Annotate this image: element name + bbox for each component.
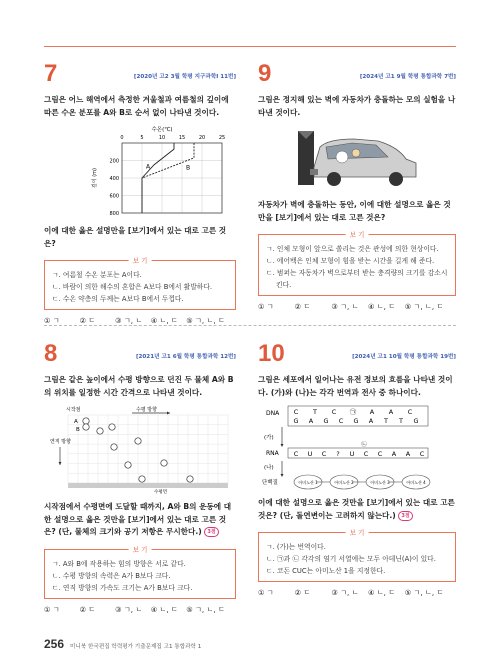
bogi-item: ㄴ. ㉠과 ㉡ 각각의 염기 서열에는 모두 아데닌(A)이 있다.	[266, 555, 436, 563]
ball-b	[97, 428, 103, 434]
series-label-a: A	[146, 163, 151, 171]
choice-4[interactable]: ④ ㄴ, ㄷ	[150, 316, 178, 325]
vertical-arrowhead	[59, 462, 62, 465]
choice-5[interactable]: ⑤ ㄱ, ㄴ, ㄷ	[404, 302, 444, 311]
crash-test-image	[258, 125, 456, 189]
label-rna: RNA	[266, 450, 279, 457]
x-tick-label: 15	[178, 135, 186, 141]
dna-bottom-base: C	[338, 417, 344, 425]
ball-a	[161, 460, 167, 466]
question-number: 7	[44, 60, 58, 87]
dna-top-base: C	[293, 408, 299, 416]
x-tick-label: 5	[140, 135, 144, 141]
rna-base: C	[321, 450, 327, 458]
bogi-box	[44, 257, 236, 310]
label-vertical: 연직 방향	[50, 439, 71, 445]
choice-5[interactable]: ⑤ ㄱ, ㄴ, ㄷ	[186, 316, 225, 325]
page-number: 256	[44, 637, 65, 651]
dna-top-base: C	[407, 408, 413, 416]
answer-choices	[258, 302, 456, 312]
question-10	[258, 342, 456, 598]
x-tick-label: 0	[120, 135, 124, 141]
y-tick-label: 400	[109, 176, 119, 182]
amino-acid-chain	[294, 475, 430, 489]
series-label-b: B	[186, 164, 191, 172]
rna-base: C	[363, 450, 369, 458]
question-9	[258, 62, 456, 312]
choice-1[interactable]: ① ㄱ	[44, 604, 60, 614]
label-horizontal: 수평 방향	[136, 407, 157, 413]
question-8	[44, 342, 236, 615]
choice-1[interactable]: ① ㄱ	[44, 316, 60, 325]
ball-a	[187, 476, 193, 482]
amino-acid-label: 아미노산 3	[370, 480, 390, 485]
dna-bottom-base: G	[293, 417, 299, 425]
dna-bottom-base: G	[323, 417, 329, 425]
rna-strand	[288, 440, 428, 458]
graph-grid	[122, 143, 222, 213]
choice-5[interactable]: ⑤ ㄱ, ㄴ, ㄷ	[404, 588, 444, 597]
bogi-item: ㄷ. 코돈 CUC는 아미노산 1을 지정한다.	[266, 567, 386, 575]
temperature-depth-chart	[44, 123, 236, 219]
bogi-title: 보 기	[129, 255, 152, 267]
bogi-title: 보 기	[346, 229, 369, 241]
question-prompt: 자동차가 벽에 충돌하는 동안, 이에 대한 설명으로 옳은 것만을 [보기]에서 있는 대로 고른 것은?	[258, 200, 451, 222]
label-b: B	[76, 427, 80, 433]
label-na: (나)	[264, 465, 274, 471]
question-prompt: 이에 대한 옳은 설명만을 [보기]에서 있는 대로 고른 것은?	[44, 226, 227, 248]
bogi-item: ㄴ. 수평 방향의 속력은 A가 B보다 크다.	[52, 571, 171, 580]
ball-a	[109, 424, 115, 430]
ground	[68, 483, 228, 488]
footer-text: 미니북 한국편집 학력평가 기출문제집 고1 통합과학 1	[70, 644, 202, 650]
gene-expression-figure	[258, 403, 456, 491]
score-badge: 3점	[398, 511, 412, 521]
rna-base: ?	[336, 450, 340, 458]
rna-base: A	[405, 450, 411, 458]
y-tick-label: 800	[109, 211, 119, 217]
amino-acid-label: 아미노산 4	[406, 480, 426, 485]
choice-4[interactable]: ④ ㄴ, ㄷ	[150, 604, 178, 614]
graph-x-ticks	[120, 135, 225, 141]
answer-choices	[44, 605, 236, 615]
dna-bottom-base: G	[353, 417, 359, 425]
amino-acid-label: 아미노산 1	[298, 480, 318, 485]
choice-1[interactable]: ① ㄱ	[258, 302, 274, 311]
dna-top-base: T	[313, 408, 317, 416]
rna-base: U	[307, 450, 313, 458]
choice-3[interactable]: ③ ㄱ, ㄴ	[331, 302, 359, 311]
choice-5[interactable]: ⑤ ㄱ, ㄴ, ㄷ	[186, 604, 225, 614]
choice-2[interactable]: ② ㄷ	[79, 604, 96, 614]
question-prompt	[258, 497, 456, 522]
dna-bottom-base: T	[384, 417, 388, 425]
question-text: 그림은 어느 해역에서 측정한 겨울철과 여름철의 깊이에 따른 수온 분포를 A와 B로 순서 없이 나타낸 것이다.	[44, 95, 229, 117]
choice-2[interactable]: ② ㄷ	[79, 316, 96, 325]
y-tick-label: 600	[109, 193, 119, 200]
question-prompt-text: 시작점에서 수평면에 도달할 때까지, A와 B의 운동에 대한 설명으로 옳은 것만을 [보기]에서 있는 대로 고른 것은? (단, 물체의 크기와 공기 저항은 무시한다.)	[44, 502, 232, 536]
amino-acid-label: 아미노산 2	[334, 480, 354, 485]
page-footer	[44, 637, 201, 651]
choice-3[interactable]: ③ ㄱ, ㄴ	[331, 588, 359, 597]
ball-b	[125, 462, 131, 468]
ball-b	[83, 424, 89, 430]
label-ground: 수평면	[154, 490, 168, 495]
bogi-item: ㄱ. 인체 모형이 앞으로 쏠리는 것은 관성에 의한 현상이다.	[266, 245, 439, 253]
label-start: 시작점	[66, 407, 81, 413]
question-source: [2024년 고1 9월 학평 통합과학 7번]	[359, 74, 456, 80]
ball-b	[139, 476, 145, 482]
answer-choices	[258, 588, 456, 598]
bogi-item: ㄷ. 수온 약층의 두께는 A보다 B에서 두껍다.	[52, 295, 184, 303]
choice-1[interactable]: ① ㄱ	[258, 588, 274, 597]
choice-3[interactable]: ③ ㄱ, ㄴ	[115, 316, 143, 325]
ball-b	[111, 444, 117, 450]
ball-a	[83, 418, 89, 424]
dna-top-base: A	[369, 408, 375, 416]
x-tick-label: 10	[158, 135, 166, 141]
ball-a	[135, 438, 141, 444]
dna-bottom-base: A	[308, 417, 314, 425]
bogi-item: ㄱ. A와 B에 작용하는 힘의 방향은 서로 같다.	[52, 559, 186, 568]
dna-bottom-base: T	[399, 417, 403, 425]
question-7	[44, 62, 236, 326]
label-ga: (가)	[264, 435, 274, 441]
wheel-rear	[389, 172, 403, 186]
wall	[298, 131, 314, 185]
dna-bottom-base: G	[413, 417, 419, 425]
airbag	[336, 151, 348, 163]
bogi-item: ㄱ. 여름철 수온 분포는 A이다.	[52, 271, 142, 279]
graph-ylabel: 깊이 (m)	[92, 167, 98, 189]
question-source: [2024년 고1 10월 학평 통합과학 19번]	[352, 354, 456, 360]
question-text: 그림은 정지해 있는 벽에 자동차가 충돌하는 모의 실험을 나타낸 것이다.	[258, 95, 456, 117]
rna-base: A	[391, 450, 397, 458]
dna-bottom-base: A	[368, 417, 374, 425]
label-a: A	[74, 419, 78, 425]
question-prompt-text: 이에 대한 설명으로 옳은 것만을 [보기]에서 있는 대로 고른 것은? (단, 돌연변이는 고려하지 않는다.)	[258, 498, 455, 520]
question-number: 8	[44, 340, 58, 367]
rna-base: C	[293, 450, 299, 458]
bogi-item: ㄷ. 범퍼는 자동차가 벽으로부터 받는 충격량의 크기를 감소시킨다.	[266, 269, 448, 289]
arrowhead-ga	[281, 444, 284, 447]
dna-top-base: A	[388, 408, 394, 416]
bogi-item: ㄱ. (가)는 번역이다.	[266, 543, 326, 551]
question-prompt	[44, 501, 236, 539]
question-source: [2020년 고2 3월 학평 지구과학Ⅰ 11번]	[133, 74, 236, 80]
choice-2[interactable]: ② ㄷ	[294, 302, 311, 311]
bumper	[310, 169, 318, 175]
bogi-title: 보 기	[129, 544, 152, 556]
graph-title: 수온(℃)	[151, 127, 173, 133]
temperature-graph	[44, 123, 236, 219]
label-dna: DNA	[266, 410, 280, 417]
wheel-front	[327, 172, 341, 186]
y-tick-label: 200	[109, 158, 119, 165]
question-number: 10	[258, 340, 285, 367]
horizontal-arrowhead	[167, 412, 170, 415]
bogi-title: 보 기	[346, 527, 369, 539]
codon-mark: ㉡	[361, 442, 367, 448]
question-number: 9	[258, 60, 272, 87]
top-rule	[44, 46, 456, 47]
score-badge: 3점	[204, 527, 218, 537]
grid	[68, 415, 228, 483]
dummy-head	[352, 149, 360, 157]
choice-4[interactable]: ④ ㄴ, ㄷ	[368, 302, 396, 311]
bogi-box	[258, 529, 456, 582]
dna-bottom-strand	[293, 417, 418, 425]
question-text: 그림은 같은 높이에서 수평 방향으로 던진 두 물체 A와 B의 위치를 일정한 시간 간격으로 나타낸 것이다.	[44, 375, 234, 397]
bogi-item: ㄴ. 바람이 의한 해수의 혼합은 A보다 B에서 활발하다.	[52, 283, 213, 291]
choice-2[interactable]: ② ㄷ	[294, 588, 311, 597]
arrowhead-na	[281, 474, 284, 477]
projectile-figure	[44, 403, 236, 495]
dna-top-base: C	[331, 408, 337, 416]
gene-expression-diagram	[258, 403, 456, 491]
choice-4[interactable]: ④ ㄴ, ㄷ	[368, 588, 396, 597]
question-text: 그림은 세포에서 일어나는 유전 정보의 흐름을 나타낸 것이다. (가)와 (나)는 각각 번역과 전사 중 하나이다.	[258, 375, 453, 397]
projectile-diagram	[44, 403, 236, 495]
section-divider	[44, 325, 456, 326]
x-tick-label: 25	[218, 135, 226, 141]
rna-base: C	[419, 450, 425, 458]
x-tick-label: 20	[198, 135, 206, 141]
choice-3[interactable]: ③ ㄱ, ㄴ	[115, 604, 143, 614]
dna-top-base: ㉠	[349, 408, 357, 416]
label-protein: 단백질	[262, 480, 278, 486]
crash-test-illustration	[258, 125, 456, 189]
dna-top-strand	[294, 407, 413, 416]
bogi-box	[44, 545, 236, 599]
rna-base: C	[377, 450, 383, 458]
graph-y-ticks	[109, 159, 119, 218]
question-source: [2021년 고1 6월 학평 통합과학 12번]	[135, 354, 236, 360]
bogi-item: ㄷ. 연직 방향의 가속도 크기는 A가 B보다 크다.	[52, 583, 193, 592]
bogi-item: ㄴ. 에어백은 인체 모형이 힘을 받는 시간을 길게 해 준다.	[266, 257, 435, 265]
rna-base: U	[349, 450, 355, 458]
bogi-box	[258, 231, 456, 296]
